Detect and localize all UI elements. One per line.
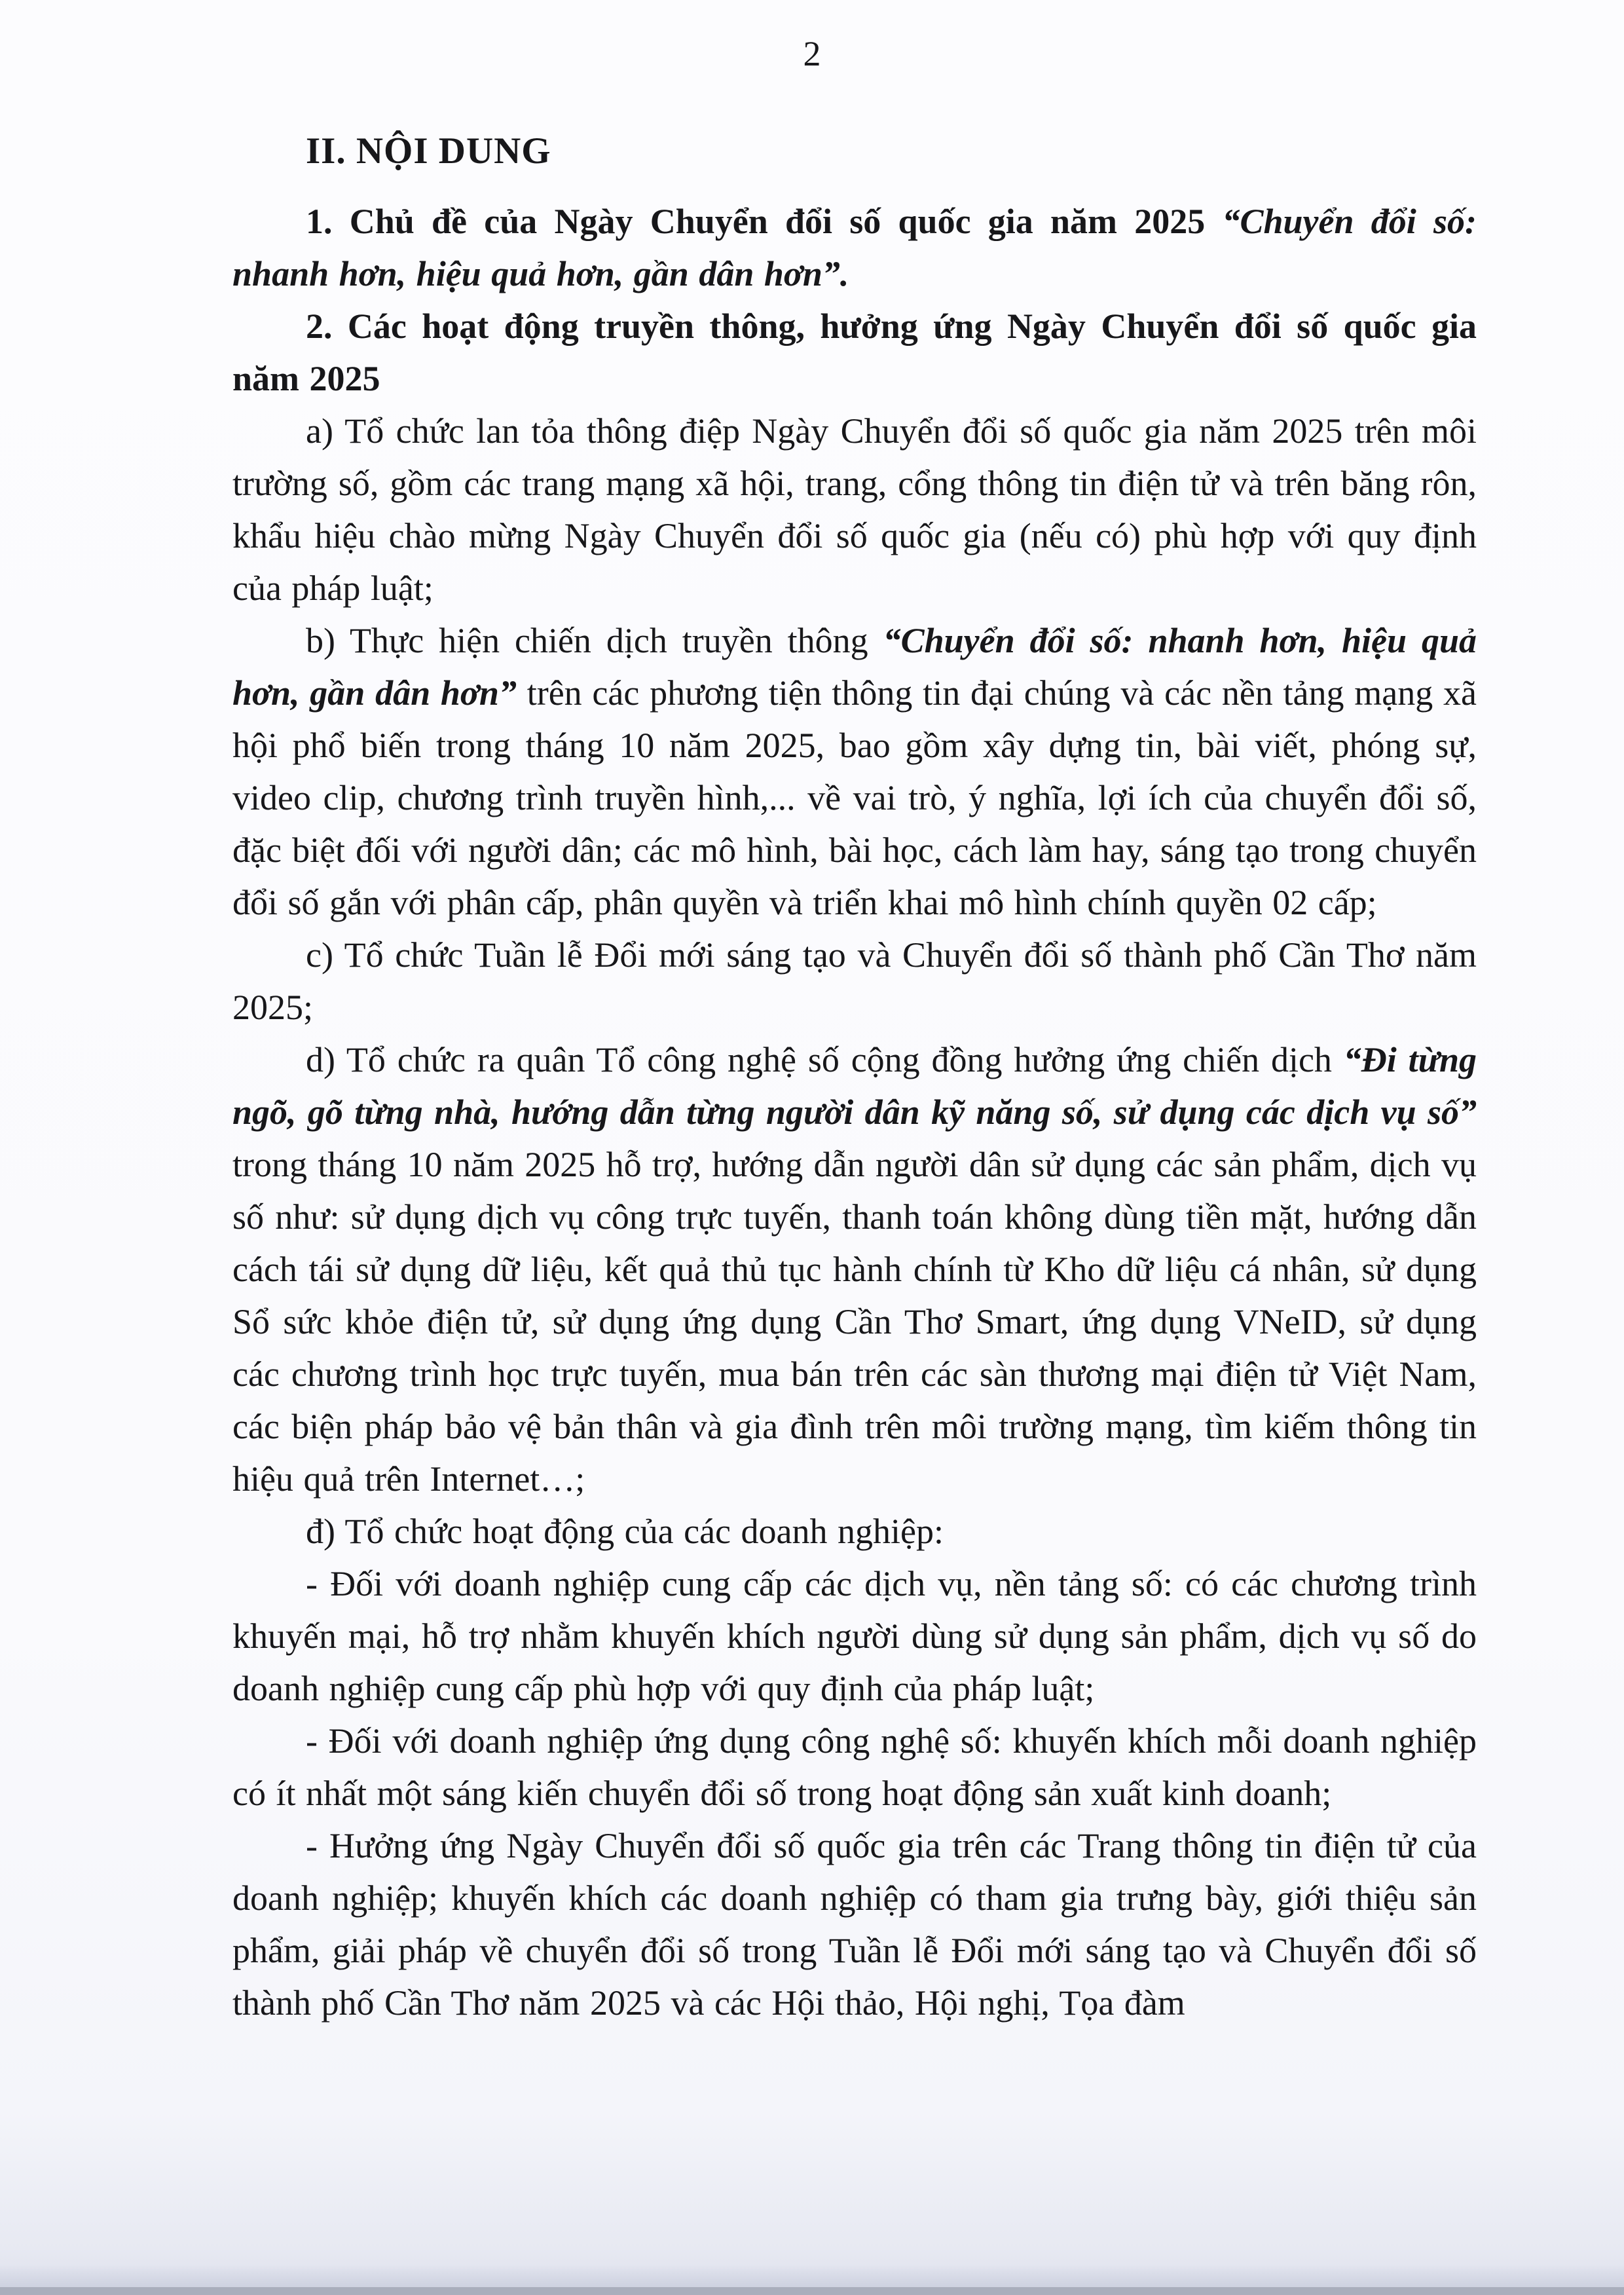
para-theme — [232, 195, 1477, 300]
text-run: - Đối với doanh nghiệp ứng dụng công nghệ số: khuyến khích mỗi doanh nghiệp có ít nhất một sáng kiến chuyển đổi số trong hoạt động sản xuất kinh doanh; — [232, 1721, 1477, 1813]
para-dash-3 — [232, 1819, 1477, 2029]
document-content — [232, 124, 1477, 2029]
text-run: “Chuyển đổi số: nhanh hơn, hiệu quả hơn, gần dân hơn” — [232, 621, 1477, 713]
text-run: - Hưởng ứng Ngày Chuyển đổi số quốc gia trên các Trang thông tin điện tử của doanh nghiệp; khuyến khích các doanh nghiệp có tham gia trưng bày, giới thiệu sản phẩm, giải pháp về chuyển đổi số trong Tuần lễ Đổi mới sáng tạo và Chuyển đổi số thành phố Cần Thơ năm 2025 và các Hội thảo, Hội nghị, Tọa đàm — [232, 1826, 1477, 2023]
para-section-2-heading — [232, 300, 1477, 405]
section-heading: II. NỘI DUNG — [306, 130, 551, 172]
text-run: trên các phương tiện thông tin đại chúng và các nền tảng mạng xã hội phổ biến trong tháng 10 năm 2025, bao gồm xây dựng tin, bài viết, phóng sự, video clip, chương trình truyền hình,... về vai trò, ý nghĩa, lợi ích của chuyển đổi số, đặc biệt đối với người dân; các mô hình, bài học, cách làm hay, sáng tạo trong chuyển đổi số gắn với phân cấp, phân quyền và triển khai mô hình chính quyền 02 cấp; — [232, 673, 1477, 922]
text-run: 2. Các hoạt động truyền thông, hưởng ứng Ngày Chuyển đổi số quốc gia năm 2025 — [232, 307, 1477, 398]
text-run: “Chuyển đổi số: nhanh hơn, hiệu quả hơn, gần dân hơn”. — [232, 202, 1477, 293]
text-run: b) Thực hiện chiến dịch truyền thông — [306, 621, 883, 660]
page-number: 2 — [803, 34, 821, 73]
text-run: trong tháng 10 năm 2025 hỗ trợ, hướng dẫn người dân sử dụng các sản phẩm, dịch vụ số như: sử dụng dịch vụ công trực tuyến, thanh toán không dùng tiền mặt, hướng dẫn cách tái sử dụng dữ liệu, kết quả thủ tục hành chính từ Kho dữ liệu cá nhân, sử dụng Sổ sức khỏe điện tử, sử dụng ứng dụng Cần Thơ Smart, ứng dụng VNeID, sử dụng các chương trình học trực tuyến, mua bán trên các sàn thương mại điện tử Việt Nam, các biện pháp bảo vệ bản thân và gia đình trên môi trường mạng, tìm kiếm thông tin hiệu quả trên Internet…; — [232, 1145, 1477, 1499]
para-item-b — [232, 614, 1477, 929]
text-run: 1. Chủ đề của Ngày Chuyển đổi số quốc gia năm 2025 — [306, 202, 1223, 241]
para-item-c — [232, 929, 1477, 1034]
document-body — [232, 195, 1477, 2029]
para-dash-1 — [232, 1558, 1477, 1715]
text-run: d) Tổ chức ra quân Tổ công nghệ số cộng đồng hưởng ứng chiến dịch — [306, 1040, 1344, 1079]
text-run: đ) Tổ chức hoạt động của các doanh nghiệp: — [306, 1512, 944, 1551]
text-run: “Đi từng ngõ, gõ từng nhà, hướng dẫn từng người dân kỹ năng số, sử dụng các dịch vụ số” — [232, 1040, 1477, 1132]
para-dash-2 — [232, 1715, 1477, 1819]
text-run: - Đối với doanh nghiệp cung cấp các dịch vụ, nền tảng số: có các chương trình khuyến mại, hỗ trợ nhằm khuyến khích người dùng sử dụng sản phẩm, dịch vụ số do doanh nghiệp cung cấp phù hợp với quy định của pháp luật; — [232, 1564, 1477, 1708]
para-item-dd — [232, 1505, 1477, 1558]
para-item-a — [232, 405, 1477, 614]
text-run: a) Tổ chức lan tỏa thông điệp Ngày Chuyển đổi số quốc gia năm 2025 trên môi trường số, gồm các trang mạng xã hội, trang, cổng thông tin điện tử và trên băng rôn, khẩu hiệu chào mừng Ngày Chuyển đổi số quốc gia (nếu có) phù hợp với quy định của pháp luật; — [232, 411, 1477, 608]
para-item-d — [232, 1034, 1477, 1505]
scan-edge-shadow — [0, 2265, 1624, 2287]
text-run: c) Tổ chức Tuần lễ Đổi mới sáng tạo và Chuyển đổi số thành phố Cần Thơ năm 2025; — [232, 935, 1477, 1027]
scan-edge — [0, 2287, 1624, 2295]
